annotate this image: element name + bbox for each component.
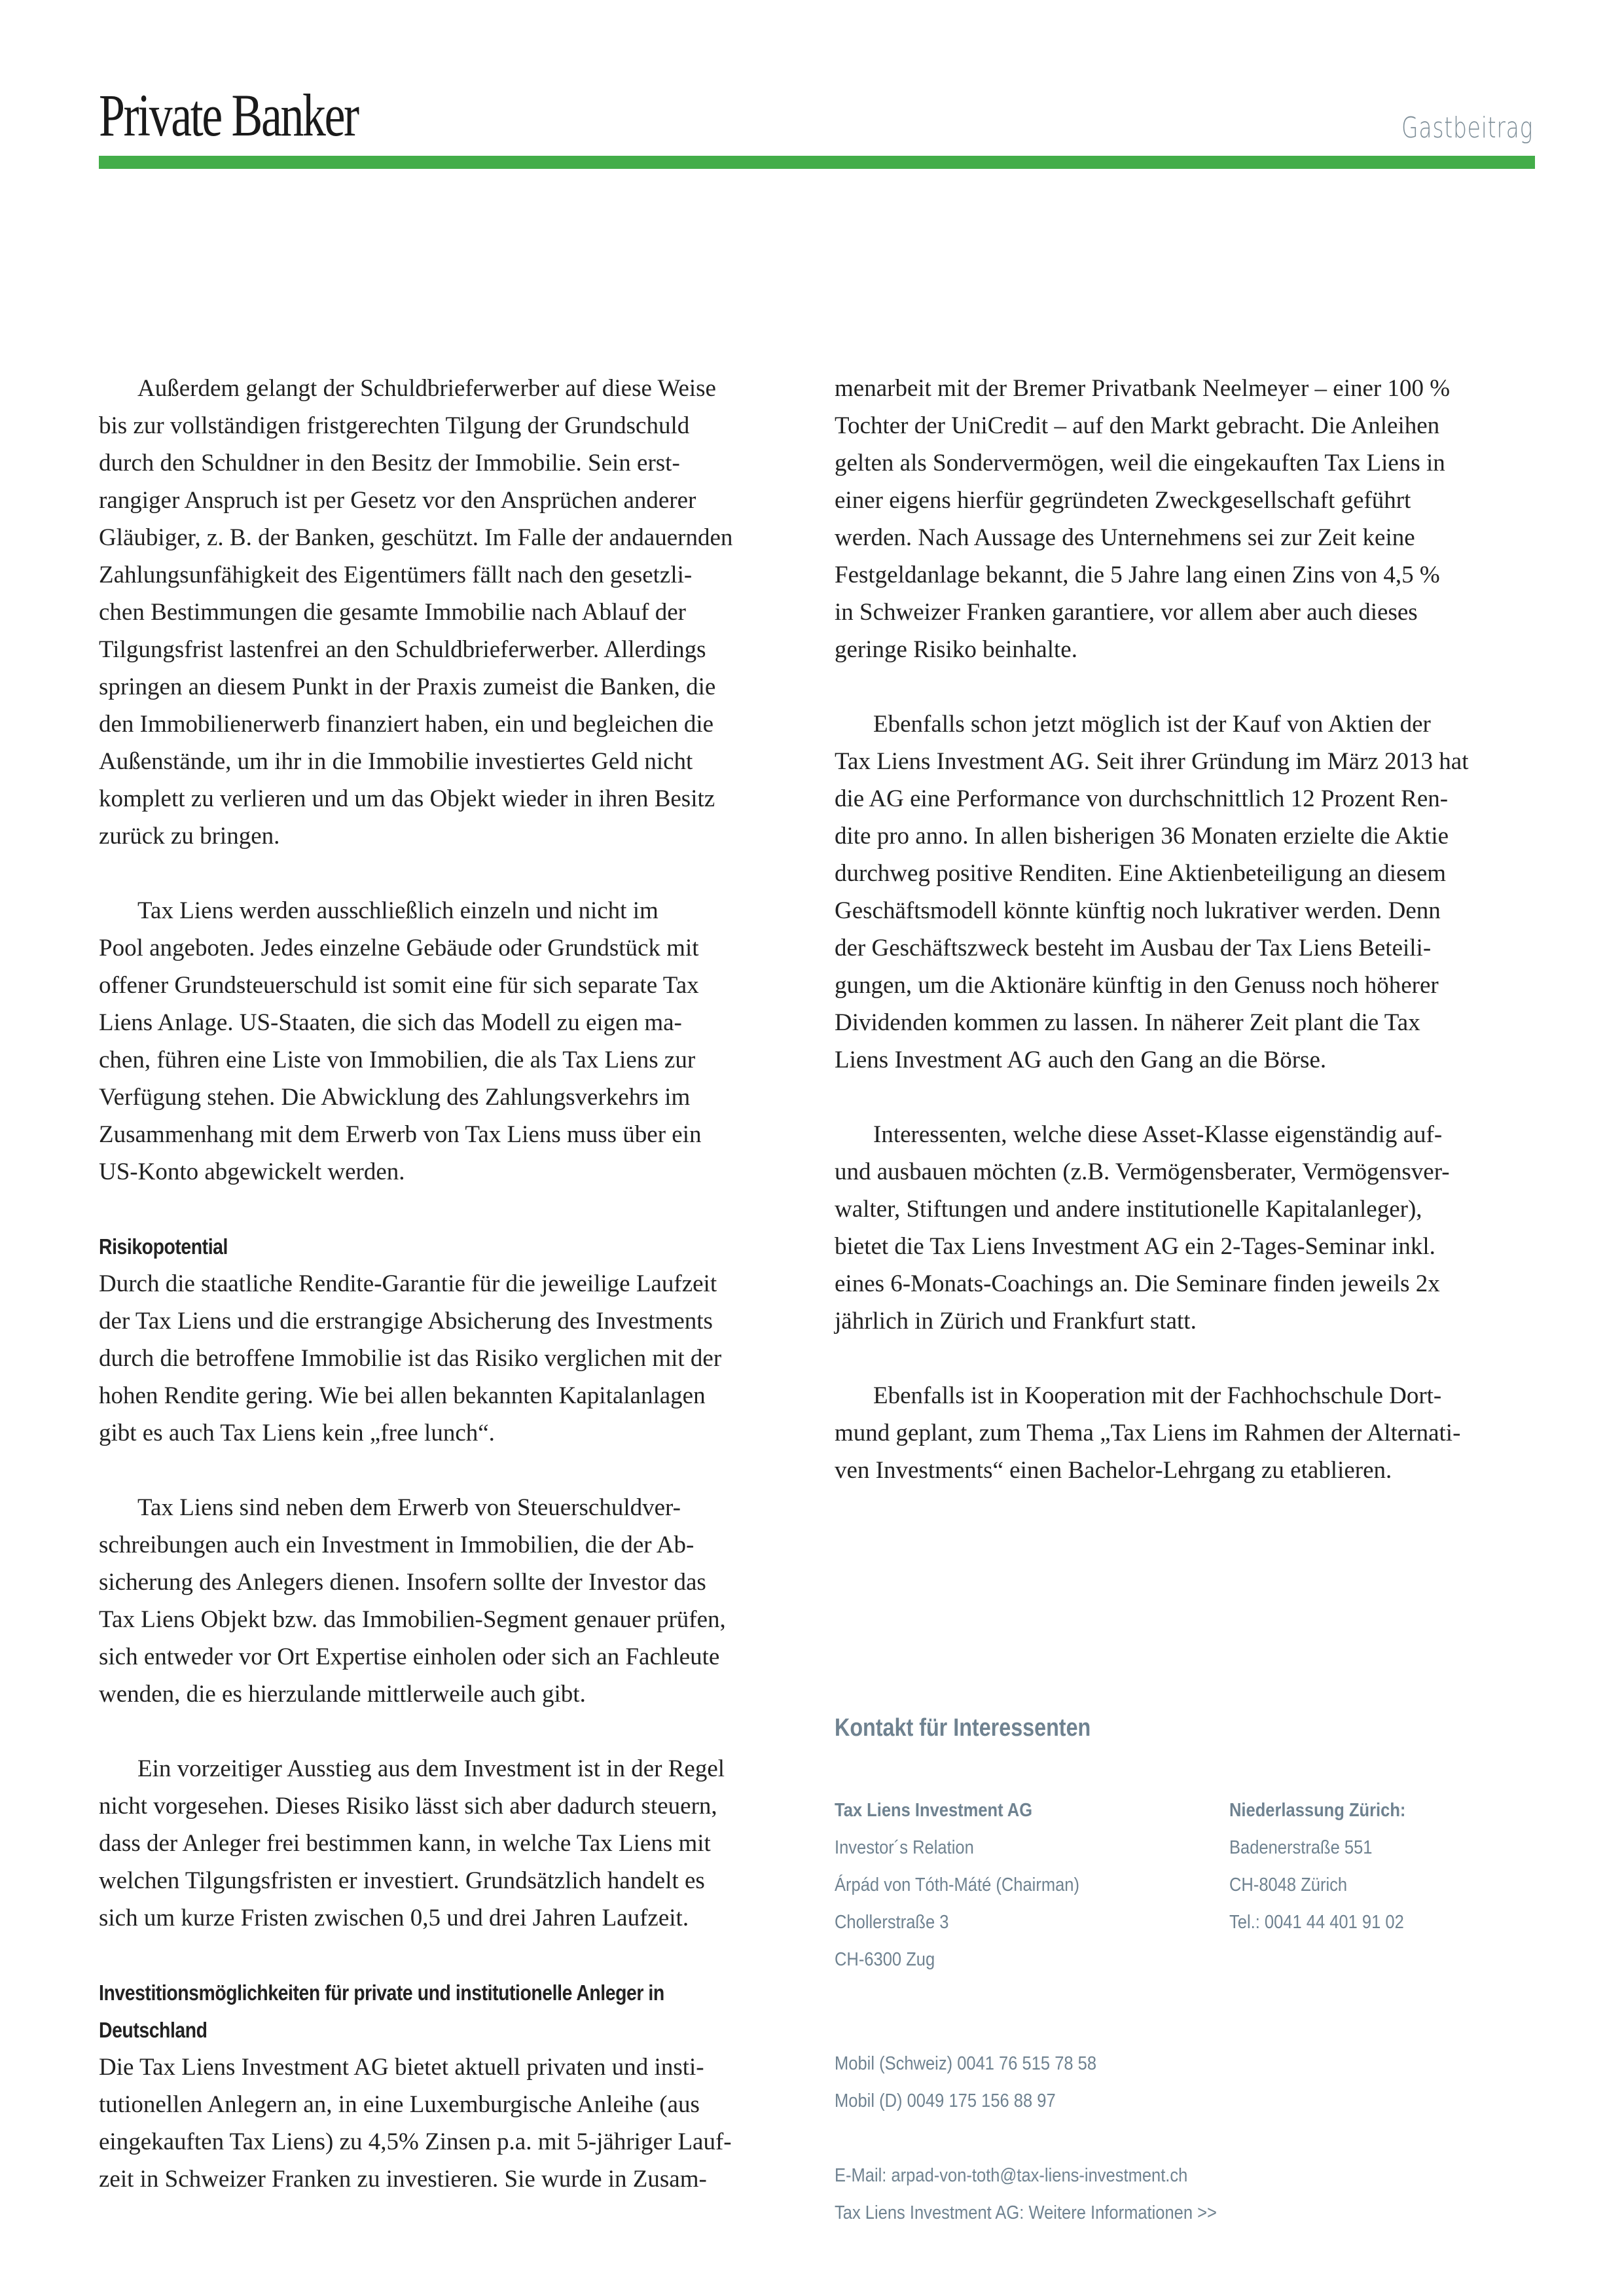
more-info-link[interactable]: Tax Liens Investment AG: Weitere Informationen >> <box>835 2202 1217 2223</box>
address-line: Badenerstraße 551 <box>1229 1837 1373 1858</box>
text-line: sicherung des Anlegers dienen. Insofern sollte der Investor das <box>99 1569 706 1596</box>
section-label: Gastbeitrag <box>1401 111 1533 145</box>
text-line: dass der Anleger frei bestimmen kann, in welche Tax Liens mit <box>99 1830 711 1857</box>
contact-title: Kontakt für Interessenten <box>835 1714 1091 1742</box>
text-line: zeit in Schweizer Franken zu investieren. Sie wurde in Zusam- <box>99 2166 707 2193</box>
paragraph <box>99 370 806 855</box>
paragraph <box>835 706 1542 1079</box>
spacer <box>835 2008 1542 2045</box>
text-line: rangiger Anspruch ist per Gesetz vor den Ansprüchen anderer <box>99 487 696 514</box>
text-line: dite pro anno. In allen bisherigen 36 Monaten erzielte die Aktie <box>835 823 1449 850</box>
text-line: Tochter der UniCredit – auf den Markt gebracht. Die Anleihen <box>835 412 1440 439</box>
spacer <box>99 1937 806 1974</box>
text-line: Dividenden kommen zu lassen. In näherer Zeit plant die Tax <box>835 1009 1420 1036</box>
company-address <box>835 1792 1113 1979</box>
right-column <box>835 370 1542 1489</box>
text-line: menarbeit mit der Bremer Privatbank Neelmeyer – einer 100 % <box>835 375 1451 402</box>
text-line: jährlich in Zürich und Frankfurt statt. <box>835 1308 1197 1335</box>
text-line: die AG eine Performance von durchschnittlich 12 Prozent Ren- <box>835 785 1449 812</box>
text-line: Interessenten, welche diese Asset-Klasse eigenständig auf- <box>873 1121 1443 1148</box>
mobile-de: Mobil (D) 0049 175 156 88 97 <box>835 2090 1056 2111</box>
text-line: hohen Rendite gering. Wie bei allen bekannten Kapitalanlagen <box>99 1382 706 1409</box>
text-line: gibt es auch Tax Liens kein „free lunch“. <box>99 1420 495 1446</box>
text-line: ven Investments“ einen Bachelor-Lehrgang zu etablieren. <box>835 1457 1392 1484</box>
text-line: walter, Stiftungen und andere institutionelle Kapitalanleger), <box>835 1196 1422 1223</box>
text-line: eingekauften Tax Liens) zu 4,5% Zinsen p.a. mit 5-jähriger Lauf- <box>99 2128 732 2155</box>
text-line: in Schweizer Franken garantiere, vor allem aber auch dieses <box>835 599 1418 626</box>
text-line: wenden, die es hierzulande mittlerweile auch gibt. <box>99 1681 586 1708</box>
text-line: Liens Investment AG auch den Gang an die Börse. <box>835 1047 1327 1073</box>
paragraph <box>835 1116 1542 1340</box>
text-line: welchen Tilgungsfristen er investiert. Grundsätzlich handelt es <box>99 1867 705 1894</box>
text-line: sich um kurze Fristen zwischen 0,5 und drei Jahren Laufzeit. <box>99 1905 689 1931</box>
text-line: bis zur vollständigen fristgerechten Tilgung der Grundschuld <box>99 412 690 439</box>
paragraph <box>835 370 1542 668</box>
paragraph <box>835 1377 1542 1489</box>
text-line: Geschäftsmodell könnte künftig noch lukrativer werden. Denn <box>835 897 1441 924</box>
text-line: springen an diesem Punkt in der Praxis zumeist die Banken, die <box>99 673 716 700</box>
text-line: durchweg positive Renditen. Eine Aktienbeteiligung an diesem <box>835 860 1447 887</box>
text-line: schreibungen auch ein Investment in Immobilien, die der Ab- <box>99 1532 695 1558</box>
branch-address <box>1229 1792 1430 1941</box>
text-line: Liens Anlage. US-Staaten, die sich das Modell zu eigen ma- <box>99 1009 682 1036</box>
text-line: zurück zu bringen. <box>99 823 280 850</box>
spacer <box>99 1452 806 1489</box>
text-line: werden. Nach Aussage des Unternehmens sei zur Zeit keine <box>835 524 1415 551</box>
email-link[interactable]: E-Mail: arpad-von-toth@tax-liens-investment.ch <box>835 2165 1188 2186</box>
phone-line: Tel.: 0041 44 401 91 02 <box>1229 1912 1404 1933</box>
text-line: den Immobilienerwerb finanziert haben, ein und begleichen die <box>99 711 714 738</box>
spacer <box>99 855 806 892</box>
text-line: der Tax Liens und die erstrangige Absicherung des Investments <box>99 1308 713 1335</box>
text-line: sich entweder vor Ort Expertise einholen oder sich an Fachleute <box>99 1643 720 1670</box>
address-line: CH-8048 Zürich <box>1229 1874 1348 1895</box>
text-line: bietet die Tax Liens Investment AG ein 2-Tages-Seminar inkl. <box>835 1233 1435 1260</box>
branch-name: Niederlassung Zürich: <box>1229 1800 1406 1821</box>
text-line: Tax Liens Objekt bzw. das Immobilien-Segment genauer prüfen, <box>99 1606 726 1633</box>
text-line: tutionellen Anlegern an, in eine Luxemburgische Anleihe (aus <box>99 2091 700 2118</box>
text-line: Festgeldanlage bekannt, die 5 Jahre lang einen Zins von 4,5 % <box>835 562 1440 588</box>
address-line: CH-6300 Zug <box>835 1949 935 1970</box>
text-line: US-Konto abgewickelt werden. <box>99 1158 405 1185</box>
text-line: Gläubiger, z. B. der Banken, geschützt. Im Falle der andauernden <box>99 524 733 551</box>
text-line: Zusammenhang mit dem Erwerb von Tax Liens muss über ein <box>99 1121 702 1148</box>
text-line: Zahlungsunfähigkeit des Eigentümers fällt nach den gesetzli- <box>99 562 693 588</box>
text-line: und ausbauen möchten (z.B. Vermögensberater, Vermögensver- <box>835 1158 1450 1185</box>
spacer <box>835 668 1542 706</box>
contact-addresses <box>835 1792 1542 2008</box>
spacer <box>835 2120 1542 2157</box>
text-line: Tax Liens Investment AG. Seit ihrer Gründung im März 2013 hat <box>835 748 1469 775</box>
text-line: der Geschäftszweck besteht im Ausbau der Tax Liens Beteili- <box>835 935 1432 961</box>
paragraph <box>99 892 806 1191</box>
heading-line: Investitionsmöglichkeiten für private und institutionelle Anleger in <box>99 1981 664 2005</box>
mobile-ch: Mobil (Schweiz) 0041 76 515 78 58 <box>835 2053 1097 2074</box>
text-line: Tilgungsfrist lastenfrei an den Schuldbrieferwerber. Allerdings <box>99 636 706 663</box>
text-line: Durch die staatliche Rendite-Garantie für die jeweilige Laufzeit <box>99 1270 717 1297</box>
text-line: Ebenfalls ist in Kooperation mit der Fachhochschule Dort- <box>873 1382 1442 1409</box>
contact-box <box>835 1708 1542 2232</box>
paragraph <box>99 1750 806 1937</box>
spacer <box>835 1340 1542 1377</box>
paragraph <box>99 1265 806 1452</box>
section-heading-investment <box>99 1974 806 2049</box>
text-line: Tax Liens sind neben dem Erwerb von Steuerschuldver- <box>137 1494 681 1521</box>
text-line: durch die betroffene Immobilie ist das Risiko verglichen mit der <box>99 1345 722 1372</box>
text-line: Ebenfalls schon jetzt möglich ist der Kauf von Aktien der <box>873 711 1431 738</box>
text-line: komplett zu verlieren und um das Objekt wieder in ihren Besitz <box>99 785 715 812</box>
text-line: mund geplant, zum Thema „Tax Liens im Rahmen der Alternati- <box>835 1420 1461 1446</box>
paragraph <box>99 2049 806 2198</box>
text-line: nicht vorgesehen. Dieses Risiko lässt sich aber dadurch steuern, <box>99 1793 717 1820</box>
address-line: Árpád von Tóth-Máté (Chairman) <box>835 1874 1079 1895</box>
left-column <box>99 370 806 2198</box>
heading-line: Deutschland <box>99 2018 208 2042</box>
text-line: Außenstände, um ihr in die Immobilie investiertes Geld nicht <box>99 748 693 775</box>
masthead-title: Private Banker <box>99 82 358 149</box>
text-line: geringe Risiko beinhalte. <box>835 636 1077 663</box>
text-line: durch den Schuldner in den Besitz der Immobilie. Sein erst- <box>99 450 680 476</box>
text-line: Ein vorzeitiger Ausstieg aus dem Investment ist in der Regel <box>137 1755 725 1782</box>
address-line: Chollerstraße 3 <box>835 1912 949 1933</box>
text-line: Verfügung stehen. Die Abwicklung des Zahlungsverkehrs im <box>99 1084 691 1111</box>
text-line: Die Tax Liens Investment AG bietet aktuell privaten und insti- <box>99 2054 704 2081</box>
paragraph <box>99 1489 806 1713</box>
text-line: Außerdem gelangt der Schuldbrieferwerber auf diese Weise <box>137 375 716 402</box>
green-rule <box>99 156 1535 169</box>
text-line: Pool angeboten. Jedes einzelne Gebäude oder Grundstück mit <box>99 935 699 961</box>
text-line: Tax Liens werden ausschließlich einzeln und nicht im <box>137 897 659 924</box>
section-heading-risk: Risikopotential <box>99 1234 228 1259</box>
spacer <box>99 1191 806 1228</box>
text-line: eines 6-Monats-Coachings an. Die Seminare finden jeweils 2x <box>835 1270 1440 1297</box>
text-line: einer eigens hierfür gegründeten Zweckgesellschaft geführt <box>835 487 1411 514</box>
address-line: Investor´s Relation <box>835 1837 974 1858</box>
text-line: gelten als Sondervermögen, weil die eingekauften Tax Liens in <box>835 450 1445 476</box>
spacer <box>99 1713 806 1750</box>
spacer <box>835 1079 1542 1116</box>
text-line: gungen, um die Aktionäre künftig in den Genuss noch höherer <box>835 972 1439 999</box>
text-line: chen, führen eine Liste von Immobilien, die als Tax Liens zur <box>99 1047 696 1073</box>
text-line: offener Grundsteuerschuld ist somit eine für sich separate Tax <box>99 972 699 999</box>
company-name: Tax Liens Investment AG <box>835 1800 1033 1821</box>
text-line: chen Bestimmungen die gesamte Immobilie nach Ablauf der <box>99 599 686 626</box>
